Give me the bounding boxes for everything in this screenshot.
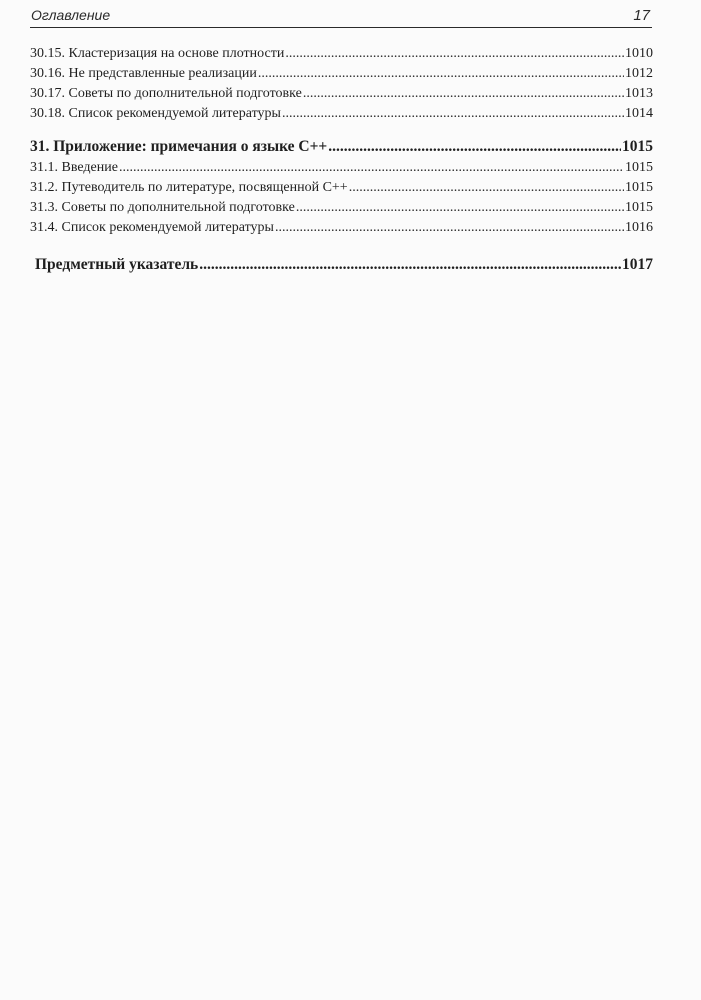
toc-entry-page: 1013 (625, 86, 653, 101)
section-spacer (30, 238, 653, 254)
toc-entry-page: 1016 (625, 220, 653, 235)
toc-entry-title: 31.2. Путеводитель по литературе, посвященной C++ (30, 180, 348, 195)
toc-entry-page: 1015 (625, 200, 653, 215)
toc-entry-page: 1015 (625, 160, 653, 175)
toc-entry-30-16[interactable] (30, 64, 653, 84)
toc-chapter-title: 31. Приложение: примечания о языке C++ (30, 138, 328, 155)
page-number: 17 (633, 7, 650, 24)
toc-index-title: Предметный указатель (35, 256, 199, 273)
page-header (30, 6, 652, 28)
toc-entry-title: 31.3. Советы по дополнительной подготовке (30, 200, 295, 215)
toc-entry-30-17[interactable] (30, 84, 653, 104)
toc-entry-30-15[interactable] (30, 44, 653, 64)
dot-leader (349, 178, 624, 198)
dot-leader (199, 254, 621, 276)
section-spacer (30, 124, 653, 136)
toc-entry-title: 30.15. Кластеризация на основе плотности (30, 46, 285, 61)
toc-entry-31-4[interactable] (30, 218, 653, 238)
toc-chapter-31[interactable] (30, 136, 653, 158)
toc-entry-30-18[interactable] (30, 104, 653, 124)
toc-entry-title: 31.1. Введение (30, 160, 118, 175)
dot-leader (258, 64, 624, 84)
toc-entry-31-3[interactable] (30, 198, 653, 218)
toc-entry-page: 1012 (625, 66, 653, 81)
table-of-contents (30, 44, 653, 276)
toc-entry-title: 31.4. Список рекомендуемой литературы (30, 220, 274, 235)
toc-entry-page: 1010 (625, 46, 653, 61)
dot-leader (328, 136, 621, 158)
toc-entry-31-2[interactable] (30, 178, 653, 198)
toc-entry-title: 30.18. Список рекомендуемой литературы (30, 106, 281, 121)
dot-leader (282, 104, 624, 124)
toc-chapter-page: 1015 (622, 138, 653, 155)
toc-index-page: 1017 (622, 256, 653, 273)
toc-entry-page: 1015 (625, 180, 653, 195)
toc-entry-title: 30.16. Не представленные реализации (30, 66, 257, 81)
dot-leader (275, 218, 624, 238)
toc-entry-title: 30.17. Советы по дополнительной подготовке (30, 86, 302, 101)
toc-entry-31-1[interactable] (30, 158, 653, 178)
running-head-title: Оглавление (31, 7, 111, 23)
toc-subject-index[interactable] (30, 254, 653, 276)
dot-leader (119, 158, 624, 178)
toc-entry-page: 1014 (625, 106, 653, 121)
dot-leader (285, 44, 624, 64)
dot-leader (303, 84, 624, 104)
dot-leader (296, 198, 624, 218)
